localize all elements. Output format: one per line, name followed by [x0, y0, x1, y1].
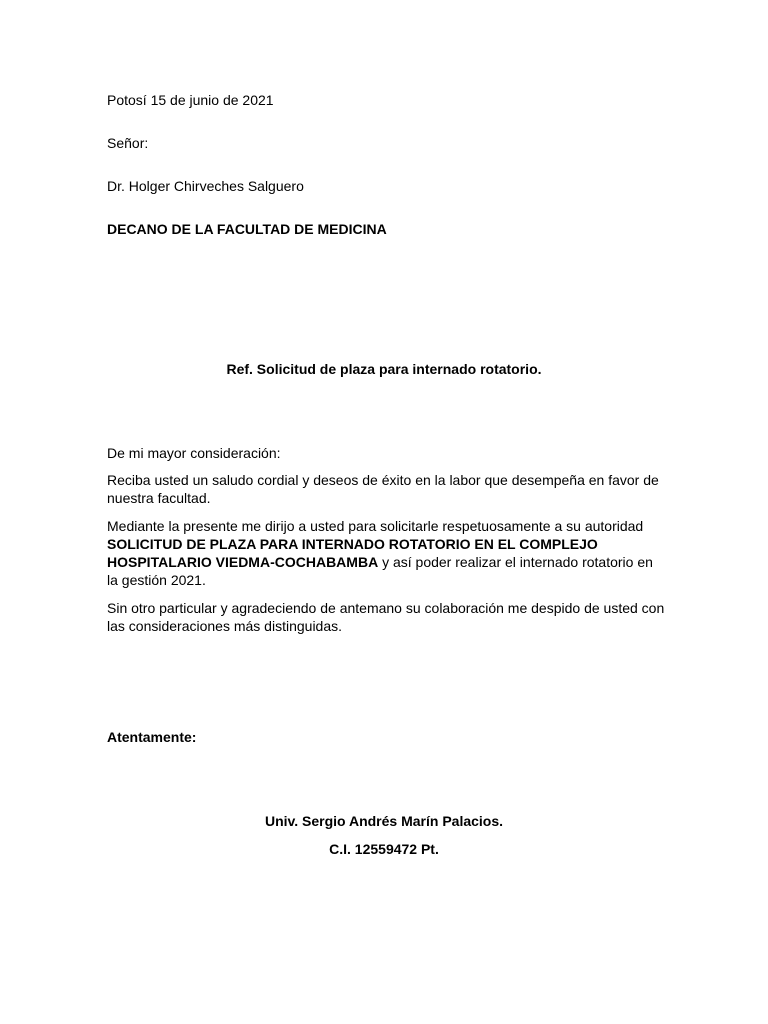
place-date: Potosí 15 de junio de 2021: [107, 92, 274, 108]
signer-name: Univ. Sergio Andrés Marín Palacios.: [264, 813, 504, 829]
closing: Atentamente:: [107, 729, 197, 745]
paragraph-2-intro: Mediante la presente me dirijo a usted para solicitarle respetuosamente a su autoridad: [107, 518, 644, 534]
recipient-position: DECANO DE LA FACULTAD DE MEDICINA: [107, 221, 387, 237]
paragraph-2-request: SOLICITUD DE PLAZA PARA INTERNADO ROTATORIO EN EL COMPLEJO HOSPITALARIO VIEDMA-COCHABAMBA: [107, 536, 598, 570]
reference-line: Ref. Solicitud de plaza para internado rotatorio.: [226, 361, 542, 377]
salutation-title: Señor:: [107, 135, 149, 151]
greeting: De mi mayor consideración:: [107, 445, 281, 461]
paragraph-2-end: y así poder realizar el internado rotatorio en la gestión 2021.: [107, 554, 653, 588]
signer-id: C.I. 12559472 Pt.: [329, 841, 439, 857]
paragraph-1: Reciba usted un saludo cordial y deseos de éxito en la labor que desempeña en favor de nuestra facultad.: [107, 472, 659, 506]
paragraph-3: Sin otro particular y agradeciendo de antemano su colaboración me despido de usted con las consideraciones más distinguidas.: [107, 600, 665, 634]
recipient-name: Dr. Holger Chirveches Salguero: [107, 178, 304, 194]
paragraph-2: [107, 517, 667, 589]
